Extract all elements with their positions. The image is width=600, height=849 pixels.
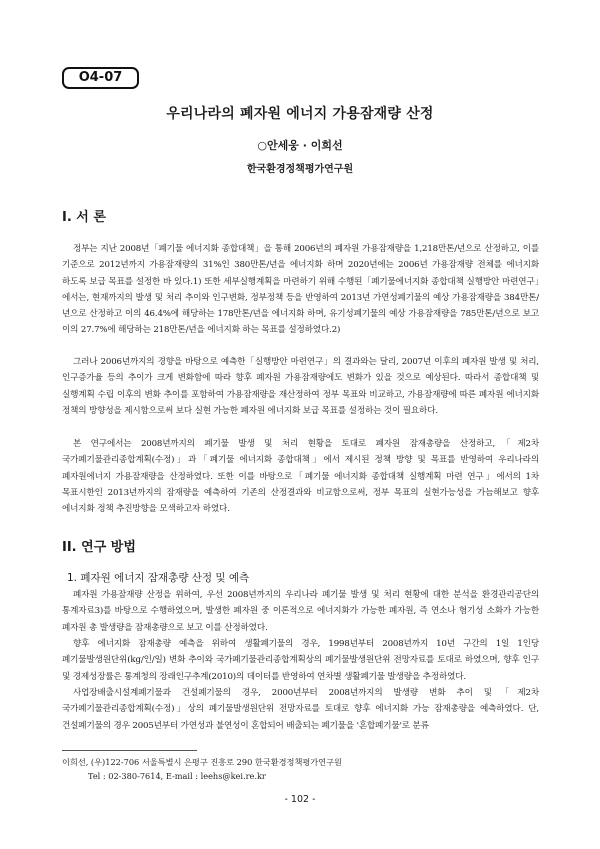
paragraph-4: 폐자원 가용잠재량 산정을 위하여, 우선 2008년까지의 우리나라 폐기물 발생 및 처리 현황에 대한 분석을 환경관리공단의 통계자료3)를 바탕으로 수행하였으며, 발생한 폐자원 중 이론적으로 에너지화가 가능한 폐자원, 즉 연소나 혐기성 소화가 가능한 폐자원 총 발생량을 잠재총량으로 보고 이를 산정하였다.	[62, 590, 539, 633]
page-number: - 102 -	[284, 794, 316, 805]
paragraph-2: 그러나 2006년까지의 경향을 바탕으로 예측한「실행방안 마련연구」의 결과와는 달리, 2007년 이후의 폐자원 발생 및 처리, 인구증가율 등의 추이가 크게 변화함에 따라 향후 폐자원 가용잠재량에도 변화가 있을 것으로 예상된다. 따라서 종합대책 및 실행계획 수립 이후의 변화 추이를 포함하여 가용잠재량을 재산정하여 정부 목표와 비교하고, 가용잠재량에 따른 폐자원 에너지화 정책의 방향성을 제시함으로써 보다 실현 가능한 폐자원 에너지화 보급 목표를 설정하는 것이 필요하다.	[62, 357, 539, 416]
paragraph-3: 본 연구에서는 2008년까지의 폐기물 발생 및 처리 현황을 토대로 폐자원 잠재총량을 산정하고,「제2차 국가폐기물관리종합계획(수정)」과「폐기물 에너지화 종합대책」에서 제시된 정책 방향 및 목표를 반영하여 우리나라의 폐자원에너지 가용잠재량을 산정하였다. 또한 이를 바탕으로「폐기물 에너지화 종합대책 실행계획 마련 연구」에서의 1차 목표시한인 2013년까지의 잠재량을 예측하여 기존의 산정결과와 비교함으로써, 정부 목표의 실현가능성을 가늠해보고 향후 에너지화 정책 추진방향을 모색하고자 하였다.	[62, 439, 539, 515]
authors: ○안세웅 · 이희선	[257, 139, 343, 152]
footnote-divider	[62, 750, 197, 751]
session-code-badge: O4-07	[62, 67, 139, 89]
paragraph-1: 정부는 지난 2008년「폐기물 에너지화 종합대책」을 통해 2006년의 폐자원 가용잠재량을 1,218만톤/년으로 산정하고, 이를 기준으로 2012년까지 가용잠재량의 31%인 380만톤/년을 에너지화 하며 2020년에는 2006년 가용잠재량 전체를 에너지화 하도록 보급 목표를 설정한 바 있다.1) 또한 세부실행계획을 마련하기 위해 수행된「폐기물에너지화 종합대책 실행방안 마련연구」에서는, 현재까지의 발생 및 처리 추이와 인구변화, 정부정책 등을 반영하여 2013년 가연성폐기물의 예상 가용잠재량을 384만톤/년으로 산정하고 이의 46.4%에 해당하는 178만톤/년을 에너지화 하며, 유기성폐기물의 예상 가용잠재량을 785만톤/년으로 보고 이의 27.7%에 해당하는 218만톤/년을 에너지화 하는 목표를 설정하였다.2)	[62, 244, 539, 336]
paper-title: 우리나라의 폐자원 에너지 가용잠재량 산정	[166, 106, 434, 122]
section-heading-intro: I. 서 론	[62, 210, 106, 225]
paragraph-5: 향후 에너지화 잠재총량 예측을 위하여 생활폐기물의 경우, 1998년부터 2008년까지 10년 구간의 1일 1인당 폐기물발생원단위(kg/인/일) 변화 추이와 국가폐기물관리종합계획상의 폐기물발생원단위 전망자료를 토대로 하였으며, 향후 인구 및 경제성장률은 통계청의 장래인구추계(2010)의 데이터를 반영하여 연차별 생활폐기물 발생량을 추정하였다.	[62, 639, 539, 682]
footnote-address: 이희선, (우)122-706 서울특별시 은평구 진흥로 290 한국환경정책평가연구원	[62, 757, 342, 767]
footnote-contact: Tel : 02-380-7614, E-mail : leehs@kei.re.kr	[88, 771, 266, 781]
paragraph-6: 사업장배출시설계폐기물과 건설폐기물의 경우, 2000년부터 2008년까지의 발생량 변화 추이 및「제2차 국가폐기물관리종합계획(수정)」상의 폐기물발생원단위 전망자료를 토대로 향후 에너지화 가능 잠재총량을 예측하였다. 단, 건설폐기물의 경우 2005년부터 가연성과 불연성이 혼합되어 배출되는 폐기물을 '혼합폐기물'로 분류	[62, 688, 539, 731]
section-heading-method: II. 연구 방법	[62, 540, 136, 555]
affiliation: 한국환경정책평가연구원	[246, 164, 354, 175]
subsection-heading-1: 1. 폐자원 에너지 잠재총량 산정 및 예측	[67, 572, 250, 584]
